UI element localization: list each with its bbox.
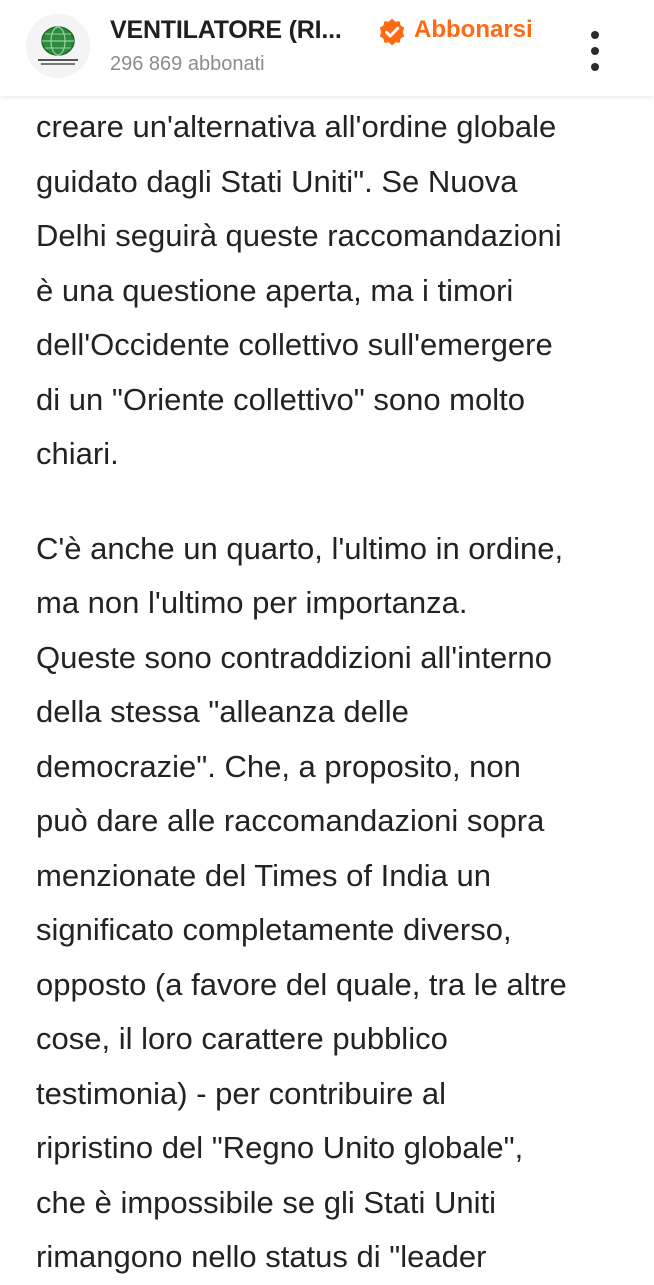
paragraph-line: è una questione aperta, ma i timori <box>36 272 514 308</box>
paragraph-line: che è impossibile se gli Stati Uniti <box>36 1184 497 1220</box>
paragraph-line: della stessa "alleanza delle <box>36 694 409 729</box>
more-dot <box>591 47 599 55</box>
more-dot <box>591 31 599 39</box>
paragraph-line: Queste sono contraddizioni all'interno <box>36 639 553 675</box>
paragraph-line: significato completamente diverso, <box>36 912 512 947</box>
paragraph-line: può dare alle raccomandazioni sopra <box>36 803 545 838</box>
paragraph-line: menzionate del Times of India un <box>36 857 491 893</box>
subscribe-button[interactable]: Abbonarsi <box>414 16 533 43</box>
channel-avatar[interactable] <box>26 14 90 78</box>
article-paragraph <box>36 522 636 1285</box>
paragraph-line: C'è anche un quarto, l'ultimo in ordine, <box>36 530 564 566</box>
paragraph-line: democrazie". Che, a proposito, non <box>36 748 521 784</box>
channel-name[interactable]: VENTILATORE (RI... <box>110 16 342 44</box>
paragraph-line: ma non l'ultimo per importanza. <box>36 585 468 620</box>
more-dot <box>591 63 599 71</box>
channel-logo-icon <box>26 14 90 78</box>
paragraph-line: creare un'alternativa all'ordine globale <box>36 109 557 144</box>
paragraph-line: testimonia) - per contribuire al <box>36 1075 447 1111</box>
paragraph-line: rimangono nello status di "leader <box>36 1239 487 1274</box>
paragraph-line: chiari. <box>36 436 119 471</box>
paragraph-line: Delhi seguirà queste raccomandazioni <box>36 218 562 253</box>
article-paragraph <box>36 100 636 482</box>
more-vertical-icon[interactable] <box>580 28 610 76</box>
paragraph-line: ripristino del "Regno Unito globale", <box>36 1130 524 1165</box>
article-body <box>36 100 636 1285</box>
paragraph-line: guidato dagli Stati Uniti". Se Nuova <box>36 163 518 199</box>
subscriber-count: 296 869 abbonati <box>110 53 265 75</box>
paragraph-line: cose, il loro carattere pubblico <box>36 1021 448 1056</box>
paragraph-line: dell'Occidente collettivo sull'emergere <box>36 327 553 362</box>
channel-header <box>0 0 654 96</box>
paragraph-line: opposto (a favore del quale, tra le altre <box>36 966 567 1002</box>
verified-check-badge-icon <box>377 17 407 47</box>
paragraph-line: di un "Oriente collettivo" sono molto <box>36 381 525 417</box>
